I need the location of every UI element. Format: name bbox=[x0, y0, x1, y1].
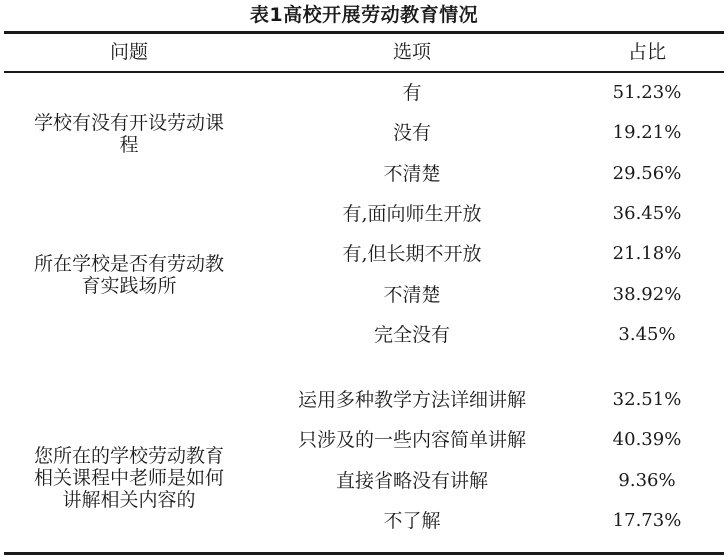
header-percent: 占比 bbox=[627, 41, 666, 63]
percent-cell: 19.21% bbox=[612, 122, 682, 143]
option-cell: 完全没有 bbox=[373, 324, 450, 346]
table-row bbox=[4, 113, 724, 153]
bottom-rule bbox=[4, 552, 724, 555]
percent-cell: 38.92% bbox=[612, 284, 682, 305]
percent-cell: 9.36% bbox=[618, 470, 676, 491]
option-cell: 有,面向师生开放 bbox=[342, 203, 482, 225]
table-row bbox=[4, 194, 724, 234]
table-row bbox=[4, 275, 724, 315]
table-row bbox=[4, 234, 724, 274]
question-text: 所在学校是否有劳动教育实践场所 bbox=[33, 252, 224, 297]
option-cell: 没有 bbox=[392, 122, 431, 144]
option-cell: 有,但长期不开放 bbox=[342, 243, 482, 265]
percent-cell: 36.45% bbox=[612, 203, 682, 224]
percent-cell: 29.56% bbox=[612, 163, 682, 184]
table-row bbox=[4, 461, 724, 501]
percent-cell: 17.73% bbox=[612, 510, 682, 531]
percent-cell: 51.23% bbox=[612, 82, 682, 103]
table-row bbox=[4, 315, 724, 355]
table-caption: 表1高校开展劳动教育情况 bbox=[249, 4, 479, 26]
percent-cell: 32.51% bbox=[612, 389, 682, 410]
option-cell: 只涉及的一些内容简单讲解 bbox=[297, 429, 526, 451]
table-row bbox=[4, 154, 724, 194]
question-text: 您所在的学校劳动教育相关课程中老师是如何讲解相关内容的 bbox=[33, 445, 224, 511]
question-text: 学校有没有开设劳动课程 bbox=[33, 111, 224, 156]
table-row bbox=[4, 420, 724, 460]
option-cell: 有 bbox=[402, 82, 422, 104]
table-row bbox=[4, 501, 724, 541]
option-cell: 直接省略没有讲解 bbox=[335, 470, 488, 492]
percent-cell: 40.39% bbox=[612, 429, 682, 450]
header-option: 选项 bbox=[392, 41, 431, 63]
table-row bbox=[4, 380, 724, 420]
percent-cell: 21.18% bbox=[612, 243, 682, 264]
question-group bbox=[4, 73, 724, 194]
option-cell: 不清楚 bbox=[383, 163, 441, 185]
option-cell: 运用多种教学方法详细讲解 bbox=[297, 389, 526, 411]
option-cell: 不清楚 bbox=[383, 284, 441, 306]
header-question: 问题 bbox=[109, 41, 148, 63]
percent-cell: 3.45% bbox=[618, 324, 676, 345]
table-row bbox=[4, 73, 724, 113]
question-group bbox=[4, 194, 724, 355]
option-cell: 不了解 bbox=[383, 510, 441, 532]
question-group bbox=[4, 380, 724, 552]
